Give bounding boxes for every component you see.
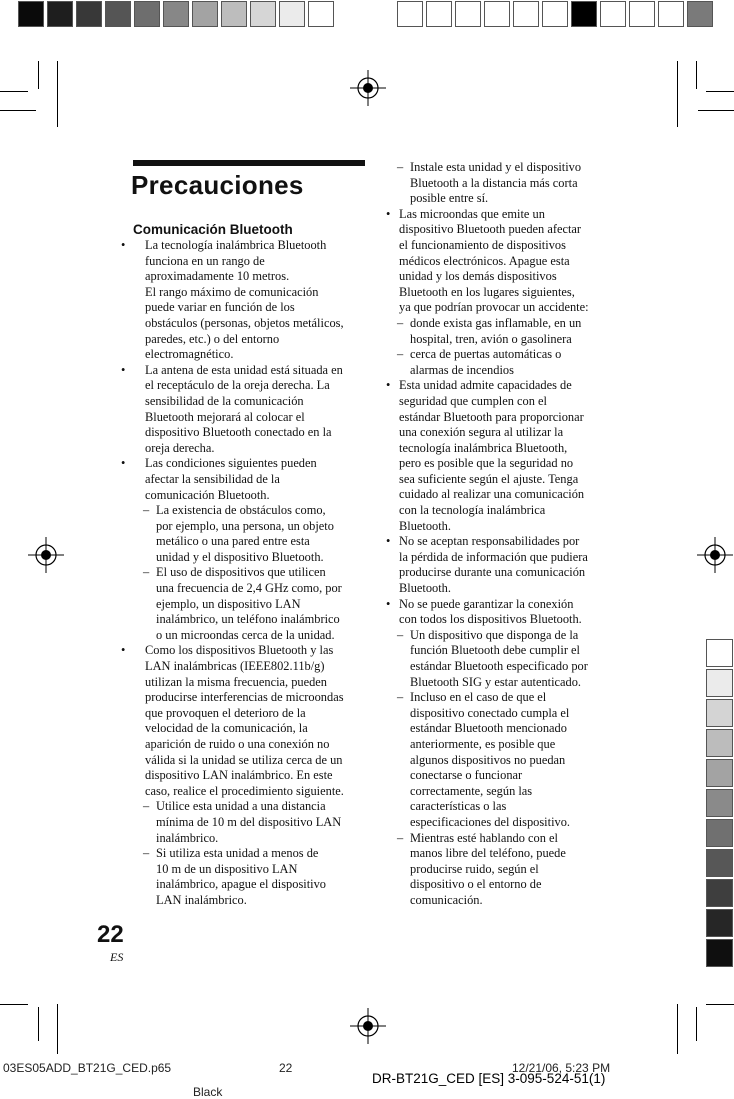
color-swatch bbox=[455, 1, 481, 27]
color-swatch bbox=[134, 1, 160, 27]
text-line: Incluso en el caso de que el bbox=[410, 690, 547, 705]
text-line: posible entre sí. bbox=[410, 191, 489, 206]
text-line: aparición de ruido o una conexión no bbox=[145, 737, 330, 751]
text-line: la pérdida de información que pudiera bbox=[399, 549, 588, 564]
text-line: El rango máximo de comunicación bbox=[145, 284, 319, 299]
footer-date: 12/21/06, 5:23 PM bbox=[512, 1061, 611, 1075]
text-line: correctamente, según las bbox=[410, 783, 533, 798]
text-line: donde exista gas inflamable, en un bbox=[410, 315, 582, 330]
text-line: dispositivo o el entorno de bbox=[410, 877, 542, 892]
left-column bbox=[115, 238, 365, 909]
text-line: Bluetooth. bbox=[399, 581, 451, 596]
crop-mark bbox=[706, 91, 734, 92]
text-line: No se aceptan responsabilidades por bbox=[399, 534, 580, 549]
color-swatch bbox=[706, 729, 733, 757]
text-line: médicos electrónicos. Apague esta bbox=[399, 253, 570, 268]
text-line: pero es posible que la seguridad no bbox=[399, 456, 574, 471]
dash-marker: – bbox=[143, 799, 150, 814]
text-line: La tecnología inalámbrica Bluetooth bbox=[145, 238, 327, 252]
text-line: Bluetooth a la distancia más corta bbox=[410, 175, 578, 190]
text-line: una frecuencia de 2,4 GHz como, por bbox=[156, 581, 342, 596]
vertical-color-strip bbox=[706, 639, 734, 969]
text-line: producirse ruido, según el bbox=[410, 861, 539, 876]
text-line: con la tecnología inalámbrica bbox=[399, 503, 546, 518]
page-number: 22 bbox=[97, 921, 124, 948]
color-swatch bbox=[221, 1, 247, 27]
text-line: Como los dispositivos Bluetooth y las bbox=[145, 643, 334, 658]
text-line: Bluetooth. bbox=[399, 518, 451, 533]
crop-mark bbox=[0, 91, 28, 92]
crop-mark bbox=[677, 61, 678, 127]
sub-list-item bbox=[384, 316, 609, 347]
color-swatch bbox=[706, 879, 733, 907]
crop-mark bbox=[677, 1004, 678, 1054]
color-swatch bbox=[76, 1, 102, 27]
section-subheading: Comunicación Bluetooth bbox=[133, 222, 293, 237]
text-line: Las condiciones siguientes pueden bbox=[145, 456, 317, 471]
text-line: producirse durante una comunicación bbox=[399, 565, 586, 580]
text-line: el funcionamiento de dispositivos bbox=[399, 237, 566, 252]
crop-mark bbox=[0, 110, 36, 111]
color-swatch bbox=[513, 1, 539, 27]
color-swatch bbox=[279, 1, 305, 27]
text-line: metálico o una pared entre esta bbox=[156, 534, 310, 549]
sub-list-item bbox=[115, 799, 365, 846]
text-line: dispositivo conectado cumpla el bbox=[410, 705, 570, 720]
text-line: No se puede garantizar la conexión bbox=[399, 596, 574, 611]
page-language: ES bbox=[110, 950, 124, 964]
text-line: Un dispositivo que disponga de la bbox=[410, 627, 579, 642]
text-line: aproximadamente 10 metros. bbox=[145, 269, 290, 284]
color-swatch bbox=[706, 939, 733, 967]
sub-list-item bbox=[384, 347, 609, 378]
text-line: estándar Bluetooth especificado por bbox=[410, 659, 588, 673]
text-line: electromagnético. bbox=[145, 347, 234, 362]
mixed-color-strip bbox=[397, 1, 716, 29]
text-line: cerca de puertas automáticas o bbox=[410, 347, 562, 362]
color-swatch bbox=[658, 1, 684, 27]
dash-marker: – bbox=[397, 347, 404, 362]
crop-mark bbox=[696, 1007, 697, 1041]
color-swatch bbox=[105, 1, 131, 27]
bullet-marker: • bbox=[121, 238, 126, 252]
text-line: LAN inalámbrico. bbox=[156, 892, 247, 907]
sub-list-item bbox=[384, 628, 609, 690]
color-swatch bbox=[706, 699, 733, 727]
crop-mark bbox=[38, 1007, 39, 1041]
color-swatch bbox=[629, 1, 655, 27]
sub-list-item bbox=[384, 690, 609, 830]
sub-list-item bbox=[115, 565, 365, 643]
text-line: velocidad de la comunicación, la bbox=[145, 721, 308, 736]
crop-mark bbox=[698, 110, 734, 111]
color-swatch bbox=[706, 819, 733, 847]
dash-marker: – bbox=[397, 830, 404, 845]
dash-marker: – bbox=[397, 690, 404, 705]
text-line: manos libre del teléfono, puede bbox=[410, 846, 566, 861]
text-line: Mientras esté hablando con el bbox=[410, 830, 558, 845]
text-line: inalámbrico, un teléfono inalámbrico bbox=[156, 612, 340, 627]
text-line: Bluetooth en los lugares siguientes, bbox=[399, 284, 575, 299]
color-swatch bbox=[47, 1, 73, 27]
text-line: especificaciones del dispositivo. bbox=[410, 814, 571, 829]
text-line: La existencia de obstáculos como, bbox=[156, 503, 326, 518]
crop-mark bbox=[696, 61, 697, 89]
list-item bbox=[115, 456, 365, 503]
text-line: algunos dispositivos no puedan bbox=[410, 752, 566, 767]
text-line: estándar Bluetooth para proporcionar bbox=[399, 409, 584, 424]
text-line: sensibilidad de la comunicación bbox=[145, 393, 304, 408]
registration-mark-icon bbox=[350, 1008, 386, 1044]
text-line: Instale esta unidad y el dispositivo bbox=[410, 160, 582, 174]
text-line: Bluetooth SIG y estar autenticado. bbox=[410, 674, 582, 689]
crop-mark bbox=[0, 1004, 28, 1005]
text-line: mínima de 10 m del dispositivo LAN bbox=[156, 814, 342, 829]
text-line: 10 m de un dispositivo LAN bbox=[156, 861, 298, 876]
color-swatch bbox=[600, 1, 626, 27]
crop-mark bbox=[57, 1004, 58, 1054]
color-swatch bbox=[706, 849, 733, 877]
dash-marker: – bbox=[397, 627, 404, 642]
bullet-marker: • bbox=[121, 643, 126, 658]
gray-color-strip bbox=[18, 1, 337, 29]
sub-list-item bbox=[115, 846, 365, 908]
text-line: Bluetooth mejorará al colocar el bbox=[145, 409, 305, 424]
text-line: paredes, etc.) o del entorno bbox=[145, 331, 280, 346]
list-item bbox=[115, 643, 365, 799]
color-swatch bbox=[18, 1, 44, 27]
text-line: dispositivo Bluetooth conectado en la bbox=[145, 425, 332, 440]
color-swatch bbox=[571, 1, 597, 27]
color-swatch bbox=[706, 669, 733, 697]
text-line: obstáculos (personas, objetos metálicos, bbox=[145, 315, 344, 330]
registration-mark-icon bbox=[28, 537, 64, 573]
text-line: Las microondas que emite un bbox=[399, 206, 545, 221]
bullet-marker: • bbox=[386, 596, 391, 611]
text-line: anteriormente, es posible que bbox=[410, 736, 556, 751]
text-line: funciona en un rango de bbox=[145, 253, 265, 268]
color-swatch bbox=[706, 909, 733, 937]
color-swatch bbox=[250, 1, 276, 27]
bullet-marker: • bbox=[386, 378, 391, 393]
color-swatch bbox=[484, 1, 510, 27]
text-line: por ejemplo, una persona, un objeto bbox=[156, 518, 334, 533]
dash-marker: – bbox=[143, 503, 150, 518]
bullet-marker: • bbox=[121, 456, 126, 471]
text-line: ya que podrían provocar un accidente: bbox=[399, 300, 589, 315]
text-line: el receptáculo de la oreja derecha. La bbox=[145, 378, 330, 393]
text-line: puede variar en función de los bbox=[145, 300, 295, 315]
footer-filename: 03ES05ADD_BT21G_CED.p65 bbox=[3, 1061, 172, 1075]
color-swatch bbox=[687, 1, 713, 27]
text-line: conectarse o funcionar bbox=[410, 768, 523, 783]
text-line: producirse interferencias de microondas bbox=[145, 690, 344, 705]
list-item bbox=[384, 207, 609, 316]
list-item bbox=[384, 597, 609, 628]
text-line: una conexión segura al utilizar la bbox=[399, 425, 564, 440]
crop-mark bbox=[706, 1004, 734, 1005]
text-line: ejemplo, un dispositivo LAN bbox=[156, 596, 301, 611]
bullet-marker: • bbox=[386, 206, 391, 221]
color-swatch bbox=[706, 759, 733, 787]
text-line: oreja derecha. bbox=[145, 440, 215, 455]
text-line: comunicación Bluetooth. bbox=[145, 487, 270, 502]
color-swatch bbox=[706, 789, 733, 817]
text-line: afectar la sensibilidad de la bbox=[145, 471, 280, 486]
color-swatch bbox=[542, 1, 568, 27]
text-line: función Bluetooth debe cumplir el bbox=[410, 643, 580, 658]
footer-page: 22 bbox=[279, 1061, 293, 1075]
text-line: alarmas de incendios bbox=[410, 362, 514, 377]
color-swatch bbox=[192, 1, 218, 27]
dash-marker: – bbox=[143, 846, 150, 861]
text-line: tecnología inalámbrica Bluetooth, bbox=[399, 440, 568, 455]
color-swatch bbox=[163, 1, 189, 27]
footer-model: DR-BT21G_CED [ES] 3-095-524-51(1) bbox=[372, 1071, 606, 1086]
text-line: Esta unidad admite capacidades de bbox=[399, 378, 572, 393]
text-line: seguridad que cumplen con el bbox=[399, 393, 547, 408]
text-line: Utilice esta unidad a una distancia bbox=[156, 799, 326, 814]
color-swatch bbox=[397, 1, 423, 27]
crop-mark bbox=[57, 61, 58, 127]
text-line: o un microondas cerca de la unidad. bbox=[156, 627, 335, 642]
text-line: LAN inalámbricas (IEEE802.11b/g) bbox=[145, 659, 325, 674]
text-line: dispositivo LAN inalámbrico. En este bbox=[145, 768, 333, 783]
bullet-marker: • bbox=[386, 534, 391, 549]
sub-list-item bbox=[115, 503, 365, 565]
text-line: sea suficiente según el ajuste. Tenga bbox=[399, 471, 579, 486]
text-line: estándar Bluetooth mencionado bbox=[410, 721, 567, 736]
color-swatch bbox=[308, 1, 334, 27]
list-item bbox=[384, 378, 609, 534]
bullet-marker: • bbox=[121, 362, 126, 377]
text-line: hospital, tren, avión o gasolinera bbox=[410, 331, 572, 346]
crop-mark bbox=[38, 61, 39, 89]
sub-list-item bbox=[384, 831, 609, 909]
color-swatch bbox=[706, 639, 733, 667]
text-line: unidad y el dispositivo Bluetooth. bbox=[156, 549, 324, 564]
registration-mark-icon bbox=[350, 70, 386, 106]
list-item bbox=[115, 238, 365, 363]
list-item bbox=[115, 363, 365, 457]
text-line: características o las bbox=[410, 799, 507, 814]
text-line: que provoquen el deterioro de la bbox=[145, 705, 306, 720]
page-title: Precauciones bbox=[131, 170, 304, 200]
text-line: Si utiliza esta unidad a menos de bbox=[156, 846, 319, 861]
sub-list-item bbox=[384, 160, 609, 207]
registration-mark-icon bbox=[697, 537, 733, 573]
text-line: inalámbrico, apague el dispositivo bbox=[156, 877, 326, 892]
text-line: unidad y los demás dispositivos bbox=[399, 269, 557, 284]
text-line: comunicación. bbox=[410, 892, 483, 907]
text-line: El uso de dispositivos que utilicen bbox=[156, 565, 326, 580]
dash-marker: – bbox=[397, 160, 404, 174]
text-line: inalámbrico. bbox=[156, 830, 219, 845]
footer-plate: Black bbox=[193, 1085, 223, 1099]
dash-marker: – bbox=[143, 565, 150, 580]
text-line: con todos los dispositivos Bluetooth. bbox=[399, 612, 582, 627]
right-column bbox=[384, 160, 609, 909]
dash-marker: – bbox=[397, 315, 404, 330]
text-line: La antena de esta unidad está situada en bbox=[145, 362, 343, 377]
text-line: dispositivo Bluetooth pueden afectar bbox=[399, 222, 582, 237]
title-rule bbox=[133, 160, 365, 166]
text-line: válida si la unidad se utiliza cerca de un bbox=[145, 752, 343, 767]
text-line: utilizan la misma frecuencia, pueden bbox=[145, 674, 327, 689]
color-swatch bbox=[426, 1, 452, 27]
text-line: caso, realice el procedimiento siguiente. bbox=[145, 783, 344, 798]
list-item bbox=[384, 534, 609, 596]
text-line: cuidado al realizar una comunicación bbox=[399, 487, 585, 502]
